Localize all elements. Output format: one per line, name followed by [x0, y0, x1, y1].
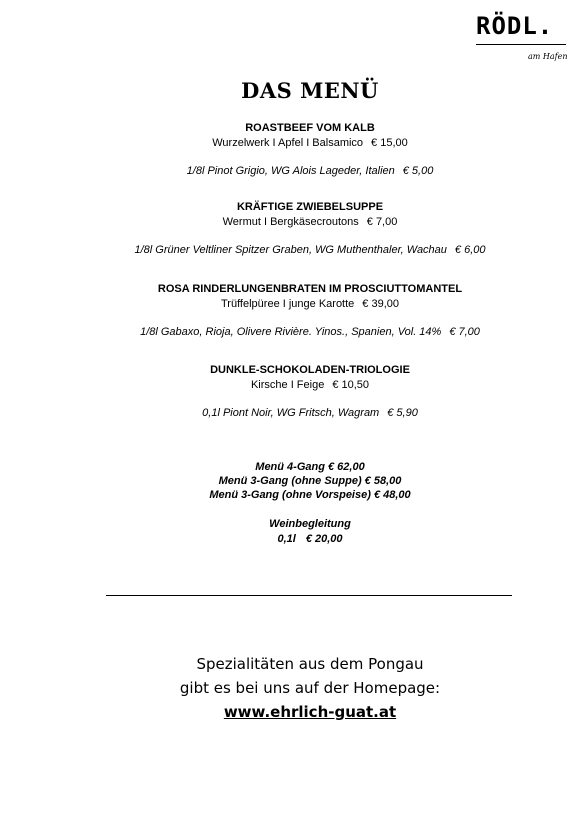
divider: [106, 595, 512, 596]
course-side: Wurzelwerk I Apfel I Balsamico: [212, 137, 364, 149]
footer: [0, 652, 572, 724]
course-side: Wermut I Bergkäsecroutons: [222, 216, 359, 228]
homepage-link[interactable]: www.ehrlich-guat.at: [223, 703, 397, 721]
page-title: DAS MENÜ: [241, 78, 379, 103]
course-2: [0, 200, 572, 258]
wine-recommendation: [0, 325, 572, 340]
wine-price: € 5,00: [402, 165, 434, 177]
wine-name: 1/8l Pinot Grigio, WG Alois Lageder, Italien: [186, 165, 395, 177]
wine-recommendation: [0, 243, 572, 258]
course-4: [0, 363, 572, 421]
wine-pairing-offer: [0, 532, 572, 547]
wine-name: 1/8l Gabaxo, Rioja, Olivere Rivière. Yinos., Spanien, Vol. 14%: [140, 326, 442, 338]
wine-recommendation: [0, 406, 572, 421]
wine-name: 1/8l Grüner Veltliner Spitzer Graben, WG Muthenthaler, Wachau: [134, 244, 447, 256]
wine-pairing-label: Weinbegleitung: [269, 518, 351, 530]
wine-pairing-amount: 0,1l: [277, 533, 296, 545]
wine-price: € 5,90: [387, 407, 418, 419]
menu-option: Menü 3-Gang (ohne Vorspeise) € 48,00: [209, 489, 411, 501]
course-side: Trüffelpüree I junge Karotte: [220, 298, 355, 310]
course-description: [0, 215, 572, 230]
course-price: € 7,00: [366, 216, 398, 228]
footer-line-2: gibt es bei uns auf der Homepage:: [179, 679, 441, 697]
course-description: [0, 297, 572, 312]
course-name: ROASTBEEF VOM KALB: [245, 122, 375, 134]
course-price: € 15,00: [371, 137, 408, 149]
course-price: € 10,50: [332, 379, 370, 391]
logo-wordmark: RÖDL.: [476, 12, 554, 40]
course-price: € 39,00: [362, 298, 399, 310]
wine-pairing: [0, 517, 572, 547]
course-3: [0, 282, 572, 340]
course-description: [0, 378, 572, 393]
wine-price: € 6,00: [454, 244, 486, 256]
wine-price: € 7,00: [449, 326, 480, 338]
menu-summary: [0, 460, 572, 502]
wine-recommendation: [0, 164, 572, 179]
logo-rule: [476, 44, 566, 45]
footer-line-1: Spezialitäten aus dem Pongau: [196, 655, 424, 673]
wine-name: 0,1l Piont Noir, WG Fritsch, Wagram: [202, 407, 380, 419]
course-1: [0, 121, 572, 179]
course-name: KRÄFTIGE ZWIEBELSUPPE: [236, 201, 384, 213]
menu-option: Menü 4-Gang € 62,00: [255, 461, 365, 473]
logo-subtitle: am Hafen: [528, 52, 568, 61]
course-name: ROSA RINDERLUNGENBRATEN IM PROSCIUTTOMANTEL: [157, 283, 463, 295]
wine-pairing-price: € 20,00: [305, 533, 343, 545]
course-side: Kirsche I Feige: [250, 379, 325, 391]
logo: [476, 12, 568, 68]
course-name: DUNKLE-SCHOKOLADEN-TRIOLOGIE: [210, 364, 410, 376]
course-description: [0, 136, 572, 151]
menu-option: Menü 3-Gang (ohne Suppe) € 58,00: [218, 475, 402, 487]
